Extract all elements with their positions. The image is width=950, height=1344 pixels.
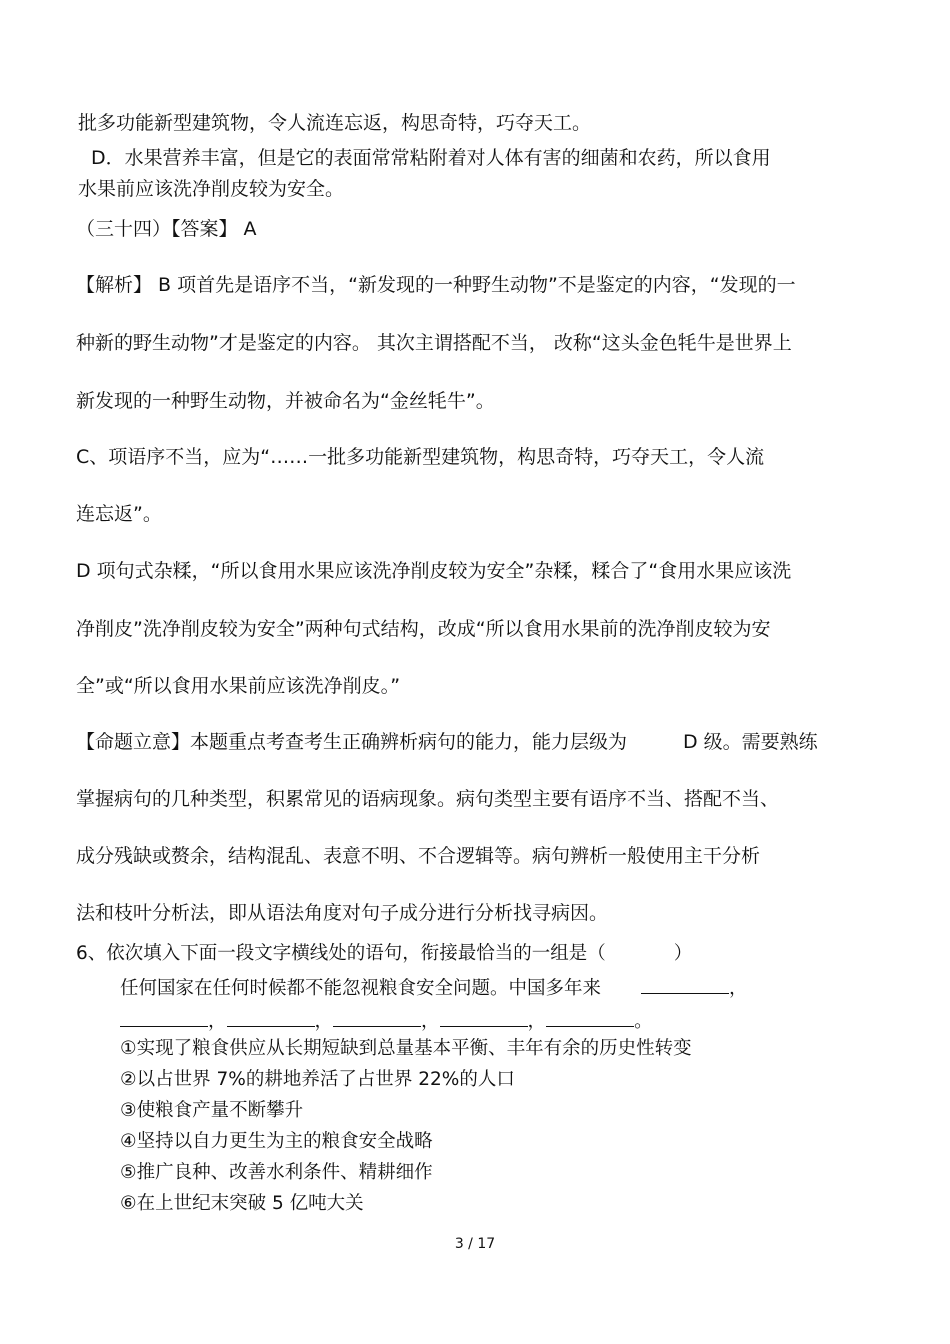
option-item: ③使粮食产量不断攀升 (120, 1100, 304, 1121)
analysis-line: 【解析】 B 项首先是语序不当，“新发现的一种野生动物”不是鉴定的内容，“发现的一 (76, 274, 796, 296)
option-item: ⑤推广良种、改善水利条件、精耕细作 (120, 1162, 433, 1183)
analysis-line: 种新的野生动物”才是鉴定的内容。 其次主谓搭配不当， 改称“这头金色牦牛是世界上 (76, 332, 792, 354)
text-line: 水果前应该洗净削皮较为安全。 (78, 178, 345, 200)
answer-blank[interactable] (546, 1008, 634, 1027)
analysis-line: 全”或“所以食用水果前应该洗净削皮。” (76, 675, 401, 697)
option-item: ④坚持以自力更生为主的粮食安全战略 (120, 1131, 433, 1152)
question-passage (120, 975, 748, 1001)
page-number: 3 / 17 (454, 1236, 496, 1252)
passage-text: 任何国家在任何时候都不能忽视粮食安全问题。中国多年来 (120, 978, 602, 999)
answer-blank[interactable] (440, 1008, 528, 1027)
intent-line: 掌握病句的几种类型，积累常见的语病现象。病句类型主要有语序不当、搭配不当、 (76, 788, 780, 810)
question-stem (76, 942, 692, 966)
option-item: ①实现了粮食供应从长期短缺到总量基本平衡、丰年有余的历史性转变 (120, 1038, 692, 1059)
analysis-line: 连忘返”。 (76, 503, 162, 525)
blank-end: 。 (634, 1011, 653, 1032)
answer-blank[interactable] (333, 1008, 421, 1027)
option-item: ⑥在上世纪末突破 5 亿吨大关 (120, 1193, 364, 1214)
question-stem-text: 6、依次填入下面一段文字横线处的语句，衔接最恰当的一组是（ (76, 943, 606, 964)
intent-line: 成分残缺或赘余，结构混乱、表意不明、不合逻辑等。病句辨析一般使用主干分析 (76, 845, 761, 867)
intent-text: 【命题立意】本题重点考查考生正确辨析病句的能力，能力层级为 (76, 731, 628, 753)
question-blanks (120, 1008, 653, 1034)
blank-separator: ， (208, 1011, 227, 1032)
text-line: 批多功能新型建筑物，令人流连忘返，构思奇特，巧夺天工。 (78, 112, 592, 134)
blank-separator: ， (527, 1011, 547, 1032)
option-item: ②以占世界 7%的耕地养活了占世界 22%的人口 (120, 1069, 515, 1090)
answer-blank[interactable] (227, 1008, 315, 1027)
intent-level: D 级。需要熟练 (683, 731, 818, 753)
analysis-line: 净削皮”洗净削皮较为安全”两种句式结构，改成“所以食用水果前的洗净削皮较为安 (76, 618, 771, 640)
blank-separator: ， (729, 978, 748, 999)
analysis-line: D 项句式杂糅，“所以食用水果应该洗净削皮较为安全”杂糅，糅合了“食用水果应该洗 (76, 560, 792, 582)
question-stem-close: ） (673, 943, 693, 964)
answer-blank[interactable] (120, 1008, 208, 1027)
answer-heading: （三十四）【答案】 A (76, 218, 257, 240)
answer-blank[interactable] (641, 975, 729, 994)
analysis-line: C、项语序不当，应为“……一批多功能新型建筑物，构思奇特，巧夺天工，令人流 (76, 446, 765, 468)
text-line: D．水果营养丰富，但是它的表面常常粘附着对人体有害的细菌和农药，所以食用 (91, 147, 771, 169)
blank-separator: ， (421, 1011, 440, 1032)
intent-line: 法和枝叶分析法，即从语法角度对句子成分进行分析找寻病因。 (76, 902, 609, 924)
analysis-line: 新发现的一种野生动物，并被命名为“金丝牦牛”。 (76, 390, 495, 412)
intent-line (76, 730, 818, 754)
blank-separator: ， (314, 1011, 334, 1032)
